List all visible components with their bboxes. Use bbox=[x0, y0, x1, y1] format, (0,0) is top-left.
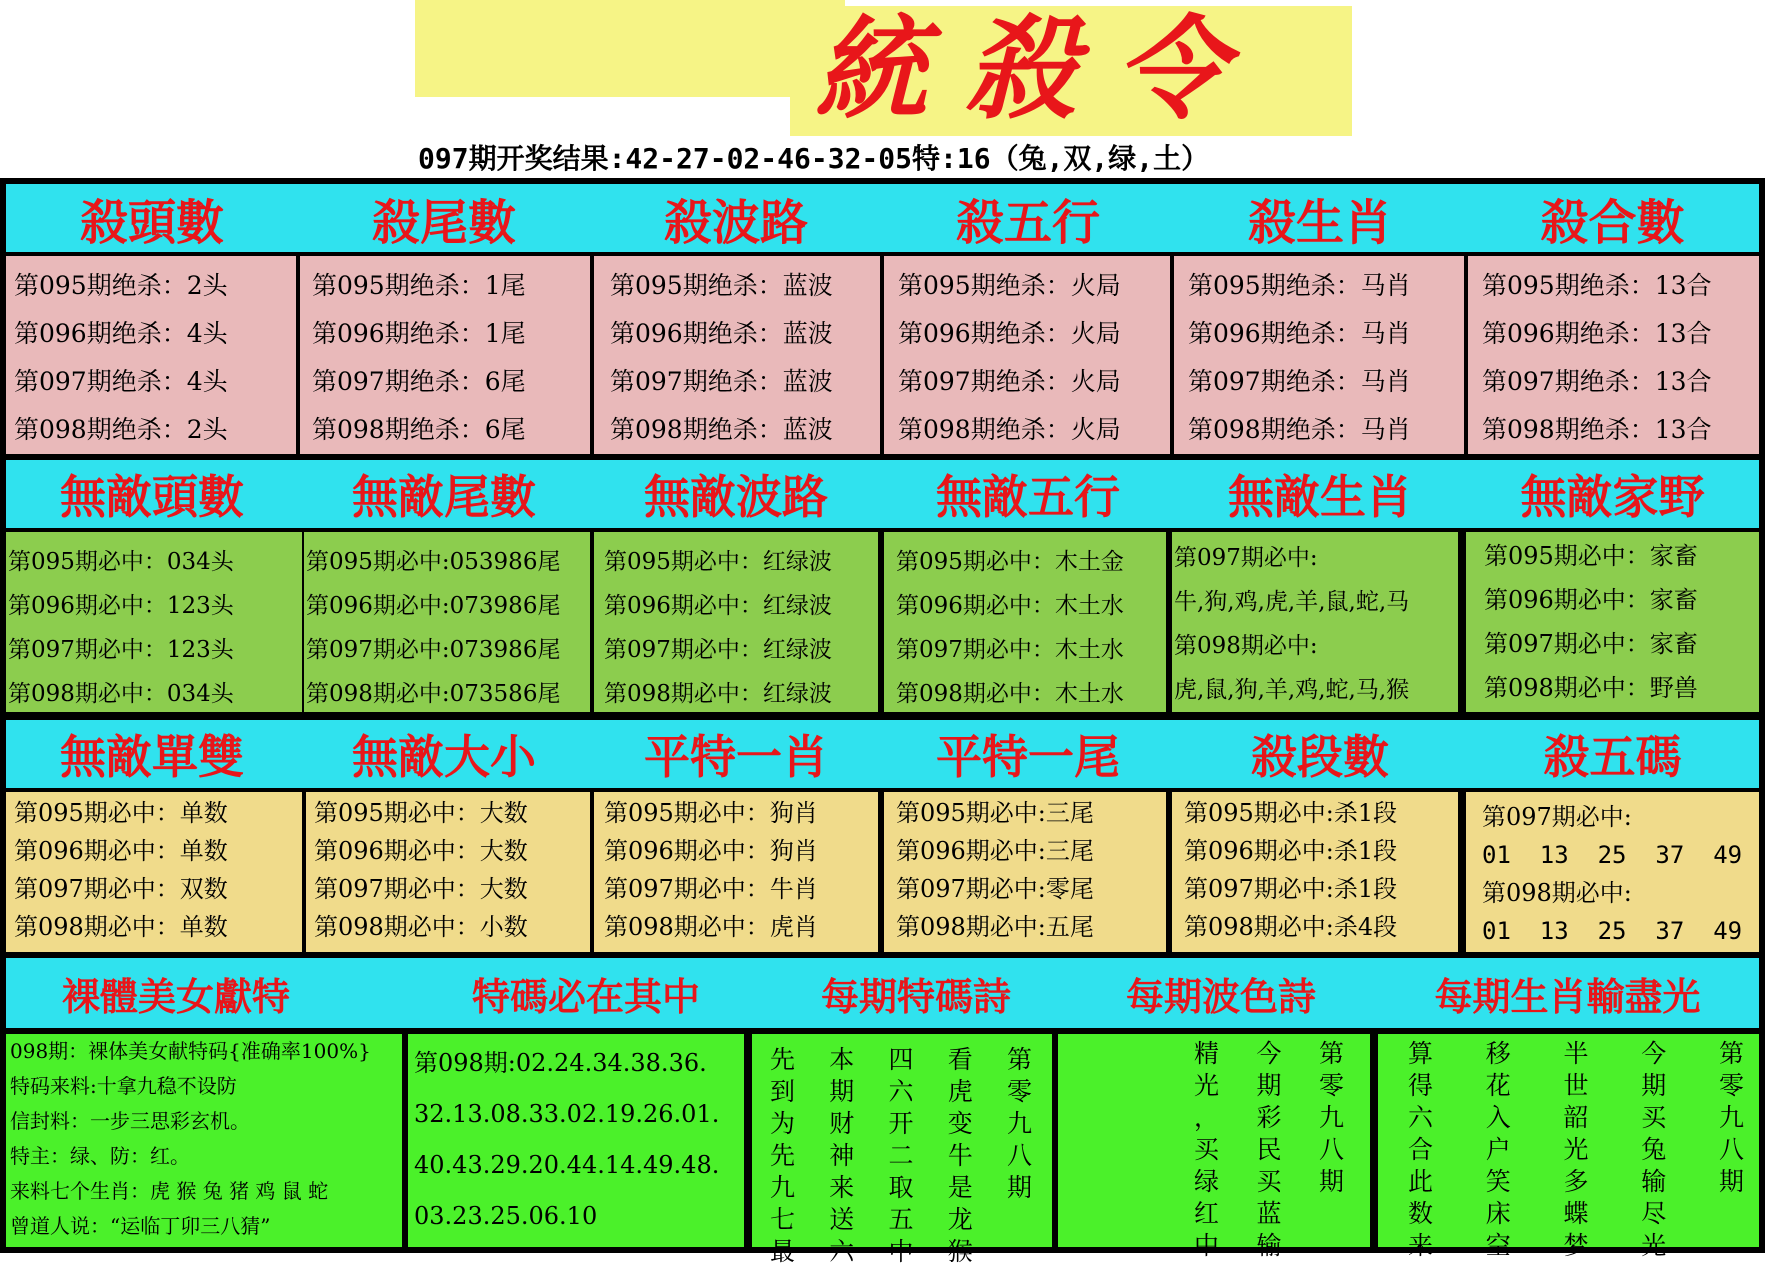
wudi-line: 第098期必中:073586尾 bbox=[306, 681, 561, 707]
beauty-line: 098期：裸体美女献特码{准确率100%} bbox=[10, 1039, 371, 1063]
shengxiao-poem bbox=[1408, 1038, 1744, 1262]
sha-line: 第095期绝杀：马肖 bbox=[1188, 271, 1411, 300]
sha-header: 殺頭數 bbox=[79, 194, 224, 251]
poem-column: 算 得 六 合 此 数 来 bbox=[1408, 1039, 1434, 1260]
sha-line: 第097期绝杀：13合 bbox=[1482, 367, 1712, 396]
wudi-header: 無敵生肖 bbox=[1228, 470, 1412, 524]
misc-line: 第098期必中：虎肖 bbox=[604, 913, 818, 941]
wudi-header: 無敵波路 bbox=[644, 470, 828, 524]
sha-line: 第097期绝杀：6尾 bbox=[312, 367, 526, 396]
numbers-line: 40.43.29.20.44.14.49.48. bbox=[414, 1151, 720, 1179]
misc-line: 第098期必中:杀4段 bbox=[1184, 913, 1398, 941]
bottom-header-row bbox=[6, 958, 1759, 1028]
bottom-header: 每期波色詩 bbox=[1125, 974, 1316, 1019]
numbers-line: 03.23.25.06.10 bbox=[414, 1202, 598, 1230]
wudi-cell bbox=[1172, 532, 1458, 712]
misc-header: 殺段數 bbox=[1251, 730, 1389, 784]
sha-line: 第096期绝杀：蓝波 bbox=[610, 319, 833, 348]
banner-left-block bbox=[415, 0, 845, 97]
wudi-line: 第097期必中：家畜 bbox=[1484, 630, 1698, 658]
sha-line: 第096期绝杀：1尾 bbox=[312, 319, 526, 348]
poem-column: 看 虎 变 牛 是 龙 猴 bbox=[947, 1045, 973, 1266]
misc-line: 第097期必中:杀1段 bbox=[1184, 875, 1398, 903]
misc-cell bbox=[306, 792, 590, 952]
bose-poem-cell bbox=[1058, 1034, 1370, 1260]
banner-title: 統殺令 bbox=[815, 4, 1265, 135]
sha-line: 第098期绝杀：2头 bbox=[14, 415, 228, 444]
wudi-line: 第096期必中：123头 bbox=[8, 593, 234, 619]
misc-line: 01 13 25 37 49 bbox=[1482, 841, 1743, 869]
wudi-line: 第096期必中：家畜 bbox=[1484, 586, 1698, 614]
poem-column: 第 零 九 八 期 bbox=[1318, 1039, 1344, 1196]
sha-header: 殺波路 bbox=[663, 194, 808, 251]
misc-line: 第098期必中: bbox=[1482, 879, 1632, 907]
misc-line: 01 13 25 37 49 bbox=[1482, 917, 1743, 945]
poem-column: 精 光 ， 买 绿 红 中 bbox=[1194, 1039, 1220, 1260]
misc-cell bbox=[1172, 792, 1458, 952]
poem-column: 移 花 入 户 笑 床 空 bbox=[1485, 1039, 1511, 1260]
main-table bbox=[0, 178, 1765, 1266]
wudi-line: 第096期必中:073986尾 bbox=[306, 593, 561, 619]
sha-line: 第098期绝杀：马肖 bbox=[1188, 415, 1411, 444]
misc-line: 第097期必中：大数 bbox=[314, 875, 528, 903]
poem-column: 四 六 开 二 取 五 中 bbox=[888, 1045, 914, 1266]
poem-column: 先 到 为 先 九 七 最 bbox=[770, 1045, 796, 1266]
misc-line: 第095期必中：大数 bbox=[314, 799, 528, 827]
sha-line: 第097期绝杀：蓝波 bbox=[610, 367, 833, 396]
misc-line: 第098期必中：小数 bbox=[314, 913, 528, 941]
beauty-line: 曾道人说：“运临丁卯三八猜” bbox=[10, 1214, 271, 1238]
draw-result: 097期开奖结果:42-27-02-46-32-05特:16（兔,双,绿,土） bbox=[418, 142, 1210, 175]
sha-line: 第095期绝杀：1尾 bbox=[312, 271, 526, 300]
wudi-line: 第096期必中：红绿波 bbox=[604, 593, 832, 619]
wudi-line: 第097期必中：123头 bbox=[8, 637, 234, 663]
misc-line: 第097期必中:零尾 bbox=[896, 875, 1094, 903]
bottom-header: 裸體美女獻特 bbox=[61, 974, 290, 1019]
misc-line: 第098期必中：单数 bbox=[14, 913, 228, 941]
wudi-line: 第097期必中：木土水 bbox=[896, 637, 1124, 663]
poem-column: 第 零 九 八 期 bbox=[1718, 1039, 1744, 1196]
sha-header: 殺五行 bbox=[955, 194, 1100, 251]
misc-cell bbox=[6, 792, 302, 952]
tema-poem bbox=[770, 1044, 1032, 1268]
sha-line: 第096期绝杀：4头 bbox=[14, 319, 228, 348]
sha-header-row bbox=[6, 184, 1759, 252]
sha-line: 第095期绝杀：13合 bbox=[1482, 271, 1712, 300]
wudi-cell bbox=[6, 532, 302, 712]
sha-line: 第098期绝杀：火局 bbox=[898, 415, 1121, 444]
sha-line: 第095期绝杀：火局 bbox=[898, 271, 1121, 300]
tema-poem-cell bbox=[752, 1034, 1052, 1266]
sha-line: 第098期绝杀：13合 bbox=[1482, 415, 1712, 444]
sha-line: 第095期绝杀：2头 bbox=[14, 271, 228, 300]
misc-header: 平特一尾 bbox=[936, 730, 1120, 784]
misc-cell bbox=[594, 792, 878, 952]
misc-line: 第095期必中:杀1段 bbox=[1184, 799, 1398, 827]
wudi-header: 無敵頭數 bbox=[60, 470, 244, 524]
wudi-cell bbox=[884, 532, 1166, 712]
wudi-line: 第098期必中：034头 bbox=[8, 681, 234, 707]
wudi-cell bbox=[594, 532, 878, 712]
sha-header: 殺尾數 bbox=[371, 194, 516, 251]
wudi-line: 第098期必中: bbox=[1174, 633, 1318, 659]
wudi-header: 無敵尾數 bbox=[352, 470, 536, 524]
misc-header: 無敵大小 bbox=[352, 730, 536, 784]
bose-poem bbox=[1194, 1038, 1344, 1262]
sha-cell bbox=[6, 256, 296, 454]
sha-line: 第098期绝杀：6尾 bbox=[312, 415, 526, 444]
beauty-line: 特主：绿、防：红。 bbox=[10, 1144, 190, 1168]
wudi-header-row bbox=[6, 460, 1759, 528]
misc-cell bbox=[1466, 792, 1759, 952]
wudi-line: 虎,鼠,狗,羊,鸡,蛇,马,猴 bbox=[1174, 677, 1410, 703]
wudi-line: 牛,狗,鸡,虎,羊,鼠,蛇,马 bbox=[1174, 589, 1410, 615]
sha-line: 第097期绝杀：4头 bbox=[14, 367, 228, 396]
sha-line: 第098期绝杀：蓝波 bbox=[610, 415, 833, 444]
wudi-line: 第097期必中：红绿波 bbox=[604, 637, 832, 663]
beauty-line: 来料七个生肖：虎 猴 兔 猪 鸡 鼠 蛇 bbox=[10, 1179, 329, 1203]
sha-header: 殺生肖 bbox=[1247, 194, 1392, 251]
numbers-cell bbox=[408, 1034, 744, 1247]
wudi-cell bbox=[1466, 532, 1759, 712]
poem-column: 第 零 九 八 期 bbox=[1006, 1045, 1032, 1202]
sha-line: 第096期绝杀：火局 bbox=[898, 319, 1121, 348]
wudi-header: 無敵五行 bbox=[936, 470, 1120, 524]
misc-header: 無敵單雙 bbox=[60, 730, 244, 784]
bottom-header: 每期生肖輸盡光 bbox=[1434, 974, 1701, 1019]
wudi-line: 第095期必中：红绿波 bbox=[604, 549, 832, 575]
beauty-line: 特码来料:十拿九稳不设防 bbox=[10, 1074, 237, 1098]
wudi-line: 第098期必中：红绿波 bbox=[604, 681, 832, 707]
misc-line: 第096期必中:杀1段 bbox=[1184, 837, 1398, 865]
wudi-line: 第098期必中：木土水 bbox=[896, 681, 1124, 707]
poem-column: 半 世 韶 光 多 蝶 梦 bbox=[1563, 1039, 1589, 1260]
misc-line: 第095期必中：单数 bbox=[14, 799, 228, 827]
poem-column: 今 期 彩 民 买 蓝 输 bbox=[1256, 1039, 1282, 1260]
bottom-header: 特碼必在其中 bbox=[471, 974, 700, 1019]
sha-cell bbox=[1174, 256, 1464, 454]
sha-header: 殺合數 bbox=[1540, 194, 1685, 251]
shengxiao-poem-cell bbox=[1378, 1034, 1759, 1260]
misc-line: 第098期必中:五尾 bbox=[896, 913, 1094, 941]
misc-line: 第097期必中：牛肖 bbox=[604, 875, 818, 903]
misc-line: 第097期必中：双数 bbox=[14, 875, 228, 903]
wudi-header: 無敵家野 bbox=[1520, 470, 1705, 524]
misc-header-row bbox=[6, 720, 1759, 788]
wudi-line: 第097期必中: bbox=[1174, 545, 1318, 571]
wudi-line: 第097期必中:073986尾 bbox=[306, 637, 561, 663]
misc-header: 平特一肖 bbox=[644, 730, 828, 784]
wudi-line: 第095期必中：家畜 bbox=[1484, 542, 1698, 570]
misc-line: 第096期必中：单数 bbox=[14, 837, 228, 865]
misc-cell bbox=[884, 792, 1166, 952]
wudi-line: 第095期必中：木土金 bbox=[896, 549, 1124, 575]
sha-cell bbox=[1468, 256, 1759, 454]
numbers-line: 第098期:02.24.34.38.36. bbox=[414, 1049, 707, 1077]
numbers-line: 32.13.08.33.02.19.26.01. bbox=[414, 1100, 720, 1128]
sha-line: 第096期绝杀：马肖 bbox=[1188, 319, 1411, 348]
sha-line: 第097期绝杀：火局 bbox=[898, 367, 1121, 396]
poem-column: 今 期 买 兔 输 尽 光 bbox=[1641, 1039, 1667, 1260]
misc-line: 第096期必中:三尾 bbox=[896, 837, 1094, 865]
beauty-line: 信封料：一步三思彩玄机。 bbox=[10, 1109, 250, 1133]
wudi-line: 第095期必中：034头 bbox=[8, 549, 234, 575]
poem-column: 本 期 财 神 来 送 六 bbox=[829, 1045, 855, 1266]
misc-header: 殺五碼 bbox=[1543, 730, 1682, 784]
sha-cell bbox=[884, 256, 1170, 454]
wudi-cell bbox=[304, 532, 590, 712]
bottom-header: 每期特碼詩 bbox=[820, 974, 1011, 1019]
misc-line: 第097期必中: bbox=[1482, 803, 1632, 831]
wudi-line: 第095期必中:053986尾 bbox=[306, 549, 561, 575]
misc-line: 第095期必中:三尾 bbox=[896, 799, 1094, 827]
misc-line: 第096期必中：狗肖 bbox=[604, 837, 818, 865]
misc-line: 第096期必中：大数 bbox=[314, 837, 528, 865]
beauty-cell bbox=[6, 1034, 402, 1247]
wudi-line: 第098期必中：野兽 bbox=[1484, 674, 1698, 702]
sha-cell bbox=[594, 256, 880, 454]
sha-line: 第096期绝杀：13合 bbox=[1482, 319, 1712, 348]
wudi-line: 第096期必中：木土水 bbox=[896, 593, 1124, 619]
misc-line: 第095期必中：狗肖 bbox=[604, 799, 818, 827]
sha-line: 第095期绝杀：蓝波 bbox=[610, 271, 833, 300]
sha-line: 第097期绝杀：马肖 bbox=[1188, 367, 1411, 396]
sha-cell bbox=[300, 256, 590, 454]
